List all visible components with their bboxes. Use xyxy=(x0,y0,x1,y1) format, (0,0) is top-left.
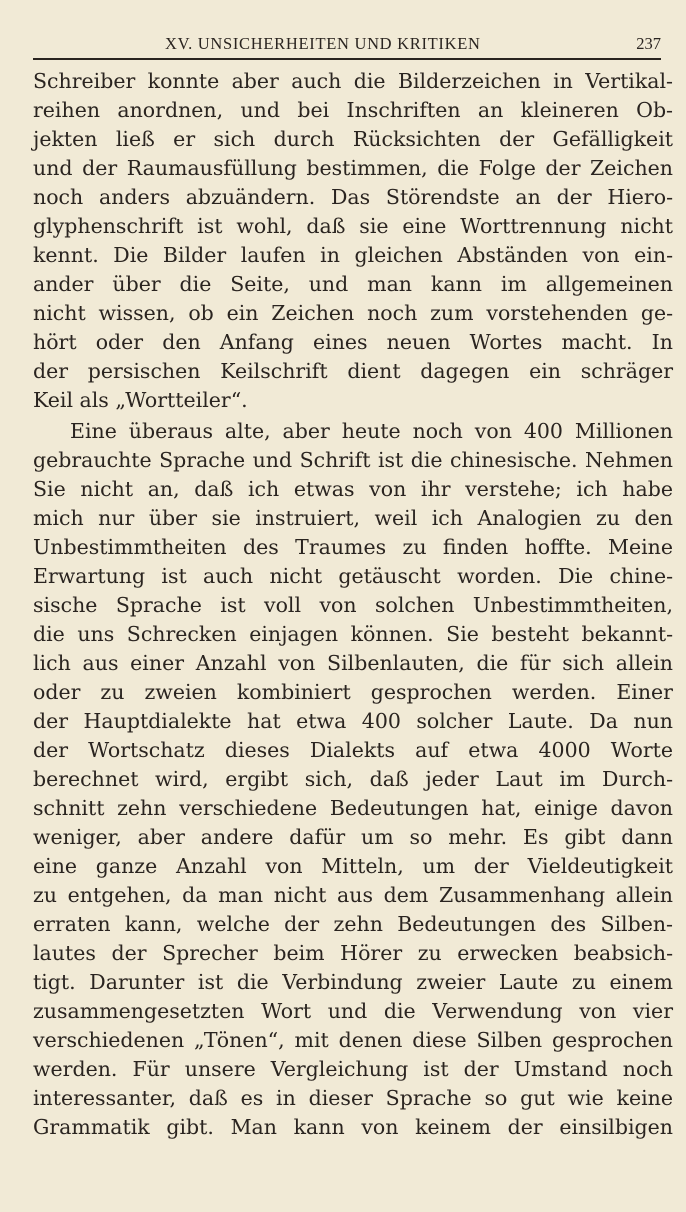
text-line: Sie nicht an, daß ich etwas von ihr verstehe; ich habe xyxy=(33,477,673,501)
text-line: Grammatik gibt. Man kann von keinem der einsilbigen xyxy=(33,1115,673,1139)
text-line: berechnet wird, ergibt sich, daß jeder Laut im Durch- xyxy=(33,767,673,791)
text-line: Eine überaus alte, aber heute noch von 400 Millionen xyxy=(70,419,673,443)
text-line: lich aus einer Anzahl von Silbenlauten, die für sich allein xyxy=(33,651,673,675)
text-line: kennt. Die Bilder laufen in gleichen Abständen von ein- xyxy=(33,243,673,267)
text-line: nicht wissen, ob ein Zeichen noch zum vorstehenden ge- xyxy=(33,301,673,325)
text-line: Unbestimmtheiten des Traumes zu finden hoffte. Meine xyxy=(33,535,673,559)
text-line: zusammengesetzten Wort und die Verwendung von vier xyxy=(33,999,673,1023)
text-line: tigt. Darunter ist die Verbindung zweier Laute zu einem xyxy=(33,970,673,994)
page-header xyxy=(33,34,661,60)
text-line: sische Sprache ist voll von solchen Unbestimmtheiten, xyxy=(33,593,673,617)
text-line: der persischen Keilschrift dient dagegen ein schräger xyxy=(33,359,673,383)
text-line: jekten ließ er sich durch Rücksichten der Gefälligkeit xyxy=(33,127,673,151)
text-line: gebrauchte Sprache und Schrift ist die chinesische. Nehmen xyxy=(33,448,673,472)
text-line: ander über die Seite, und man kann im allgemeinen xyxy=(33,272,673,296)
text-line: die uns Schrecken einjagen können. Sie besteht bekannt- xyxy=(33,622,673,646)
running-title: XV. UNSICHERHEITEN UND KRITIKEN xyxy=(165,34,481,53)
text-line: hört oder den Anfang eines neuen Wortes macht. In xyxy=(33,330,673,354)
text-line: glyphenschrift ist wohl, daß sie eine Worttrennung nicht xyxy=(33,214,673,238)
text-line: Erwartung ist auch nicht getäuscht worden. Die chine- xyxy=(33,564,673,588)
text-line: reihen anordnen, und bei Inschriften an kleineren Ob- xyxy=(33,98,673,122)
text-line: der Wortschatz dieses Dialekts auf etwa 4000 Worte xyxy=(33,738,673,762)
text-line: Keil als „Wortteiler“. xyxy=(33,388,248,412)
text-line: weniger, aber andere dafür um so mehr. Es gibt dann xyxy=(33,825,673,849)
text-line: mich nur über sie instruiert, weil ich Analogien zu den xyxy=(33,506,673,530)
text-line: oder zu zweien kombiniert gesprochen werden. Einer xyxy=(33,680,673,704)
text-line: erraten kann, welche der zehn Bedeutungen des Silben- xyxy=(33,912,673,936)
text-line: interessanter, daß es in dieser Sprache so gut wie keine xyxy=(33,1086,673,1110)
text-line: werden. Für unsere Vergleichung ist der Umstand noch xyxy=(33,1057,673,1081)
text-line: zu entgehen, da man nicht aus dem Zusammenhang allein xyxy=(33,883,673,907)
text-line: und der Raumausfüllung bestimmen, die Folge der Zeichen xyxy=(33,156,673,180)
text-line: schnitt zehn verschiedene Bedeutungen hat, einige davon xyxy=(33,796,673,820)
text-line: Schreiber konnte aber auch die Bilderzeichen in Vertikal- xyxy=(33,69,673,93)
text-line: noch anders abzuändern. Das Störendste an der Hiero- xyxy=(33,185,673,209)
text-line: lautes der Sprecher beim Hörer zu erwecken beabsich- xyxy=(33,941,673,965)
page-number: 237 xyxy=(636,34,661,53)
text-line: eine ganze Anzahl von Mitteln, um der Vieldeutigkeit xyxy=(33,854,673,878)
text-line: der Hauptdialekte hat etwa 400 solcher Laute. Da nun xyxy=(33,709,673,733)
text-line: verschiedenen „Tönen“, mit denen diese Silben gesprochen xyxy=(33,1028,673,1052)
